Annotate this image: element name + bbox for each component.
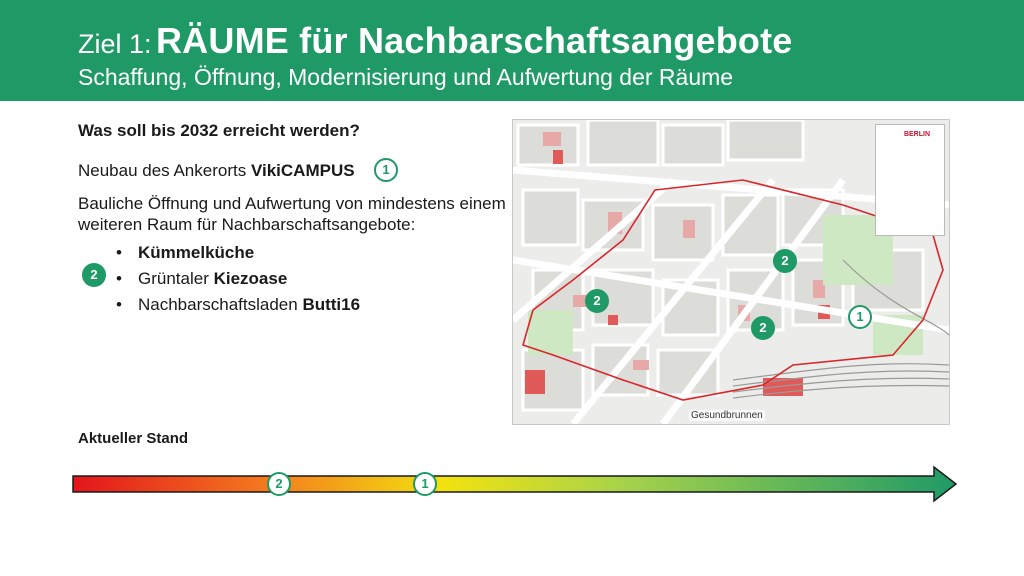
bullet-dot-icon: •	[116, 269, 122, 288]
title-row	[78, 20, 793, 62]
header-banner	[0, 0, 1024, 101]
marker-2-icon: 2	[82, 263, 106, 287]
bullet-item	[116, 292, 360, 318]
map-legend-brand: BERLIN	[903, 131, 930, 138]
map-legend	[875, 124, 945, 236]
map-marker-2-icon: 2	[585, 289, 609, 313]
map-marker-2-icon: 2	[751, 316, 775, 340]
line1-bold: VikiCAMPUS	[250, 161, 355, 180]
bullet-bold: Kümmelküche	[138, 243, 255, 262]
paragraph: Bauliche Öffnung und Aufwertung von mindestens einem weiteren Raum für Nachbarschaftsangebote:	[78, 194, 506, 234]
line1-prefix: Neubau des Ankerorts	[78, 161, 251, 180]
page-title: RÄUME für Nachbarschaftsangebote	[155, 20, 793, 61]
bullet-dot-icon: •	[116, 243, 122, 262]
map-marker-1-icon: 1	[848, 305, 872, 329]
marker-1-icon: 1	[374, 158, 398, 182]
page-subtitle: Schaffung, Öffnung, Modernisierung und Aufwertung der Räume	[78, 64, 734, 90]
bullet-item	[116, 240, 360, 266]
district-map	[512, 119, 950, 425]
bullet-prefix: Grüntaler	[138, 269, 214, 288]
vikicampus-line	[78, 161, 355, 181]
bullet-prefix: Nachbarschaftsladen	[138, 295, 303, 314]
question-heading: Was soll bis 2032 erreicht werden?	[78, 121, 360, 140]
bullet-dot-icon: •	[116, 295, 122, 314]
status-label: Aktueller Stand	[78, 430, 189, 447]
bullet-bold: Butti16	[302, 295, 361, 314]
bullet-list	[116, 240, 360, 318]
map-marker-2-icon: 2	[773, 249, 797, 273]
bullet-bold: Kiezoase	[213, 269, 288, 288]
progress-marker-2-icon: 2	[267, 472, 291, 496]
bullet-item	[116, 266, 360, 292]
progress-arrow	[72, 464, 958, 504]
progress-marker-1-icon: 1	[413, 472, 437, 496]
station-label: Gesundbrunnen	[691, 410, 763, 421]
goal-label: Ziel 1:	[78, 29, 152, 59]
